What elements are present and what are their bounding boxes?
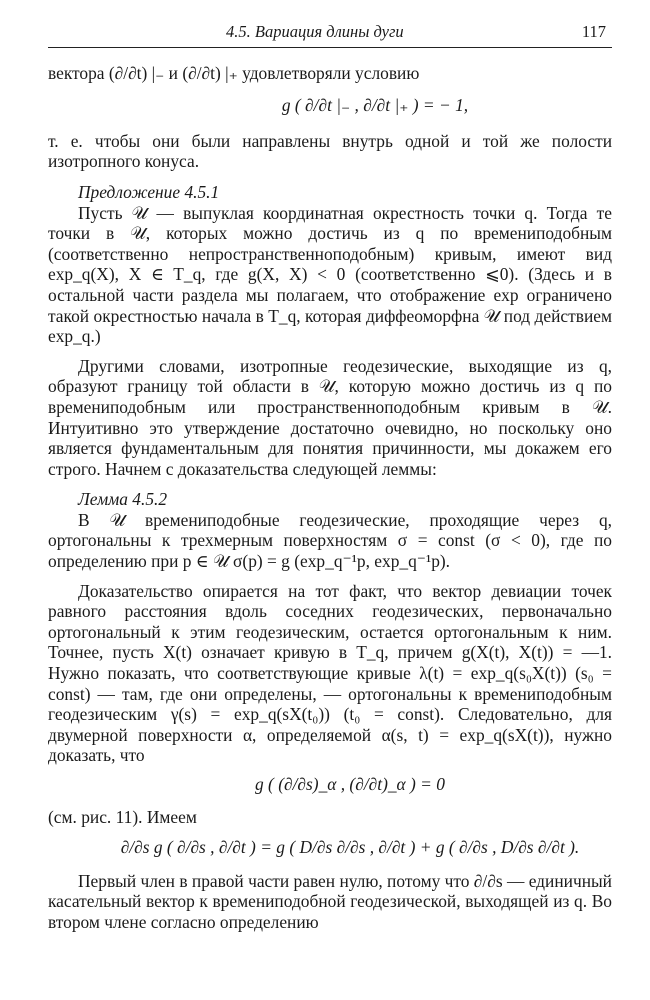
paragraph-3: Доказательство опирается на тот факт, что вектор девиации точек равного расстояния вдоль соседних геодезических, первоначально ортогональный к этим геодезическим, остается ортогональным к ним. Точнее, пусть X(t) означает кривую в T_q, причем g(X(t), X(t)) = —1. Нужно показать, что соответствующие кривые λ(t) = exp_q(s₀X(t)) (s₀ = const) — там, где они определены, — ортогональны к времениподобным геодезическим γ(s) = exp_q(sX(t₀)) (t₀ = const). Следовательно, для двумерной поверхности α, определяемой α(s, t) = exp_q(sX(t)), нужно доказать, что: [48, 580, 612, 766]
paragraph-4: Первый член в правой части равен нулю, потому что ∂/∂s — единичный касательный вектор к времениподобной геодезической, выходящей из q. Во втором члене согласно определению: [48, 870, 612, 932]
intro-line: вектора (∂/∂t) |₋ и (∂/∂t) |₊ удовлетворяли условию: [48, 62, 420, 83]
paragraph-2: Другими словами, изотропные геодезические, выходящие из q, образуют границу той области в 𝒰, которую можно достичь из q по времениподобным или пространственноподобным кривым в 𝒰. Интуитивно это утверждение достаточно очевидно, но поскольку оно является фундаментальным для понятия причинности, мы докажем его строго. Начнем с доказательства следующей леммы:: [48, 355, 612, 479]
formula-2: g ( (∂/∂s)_α , (∂/∂t)_α ) = 0: [255, 774, 445, 794]
running-title: 4.5. Вариация длины дуги: [226, 22, 404, 41]
lemma-text: В 𝒰 времениподобные геодезические, проходящие через q, ортогональны к трехмерным поверхностям σ = const (σ < 0), где по определению при p ∈ 𝒰 σ(p) = g (exp_q⁻¹p, exp_q⁻¹p).: [48, 509, 612, 572]
lemma-heading: Лемма 4.5.2: [78, 489, 168, 510]
formula-1: g ( ∂/∂t |₋ , ∂/∂t |₊ ) = − 1,: [281, 95, 469, 116]
proposition-text: Пусть 𝒰 — выпуклая координатная окрестность точки q. Тогда те точки в 𝒰, которых можно достичь из q по времениподобным (соответственно непространственноподобным) кривым, имеют вид exp_q(X), X ∈ T_q, где g(X, X) < 0 (соответственно ⩽0). (Здесь и в остальной части раздела мы полагаем, что отображение exp ограничено такой окрестностью начала в T_q, которая диффеоморфна 𝒰 под действием exp_q.): [48, 202, 612, 347]
intro-continuation: т. е. чтобы они были направлены внутрь одной и той же полости изотропного конуса.: [48, 130, 612, 172]
figure-ref-line: (см. рис. 11). Имеем: [48, 806, 197, 827]
proposition-heading: Предложение 4.5.1: [78, 181, 220, 202]
running-head: [48, 22, 612, 48]
formula-3: ∂/∂s g ( ∂/∂s , ∂/∂t ) = g ( D/∂s ∂/∂s , ∂/∂t ) + g ( ∂/∂s , D/∂s ∂/∂t ).: [120, 837, 580, 858]
page-number: 117: [581, 22, 606, 41]
